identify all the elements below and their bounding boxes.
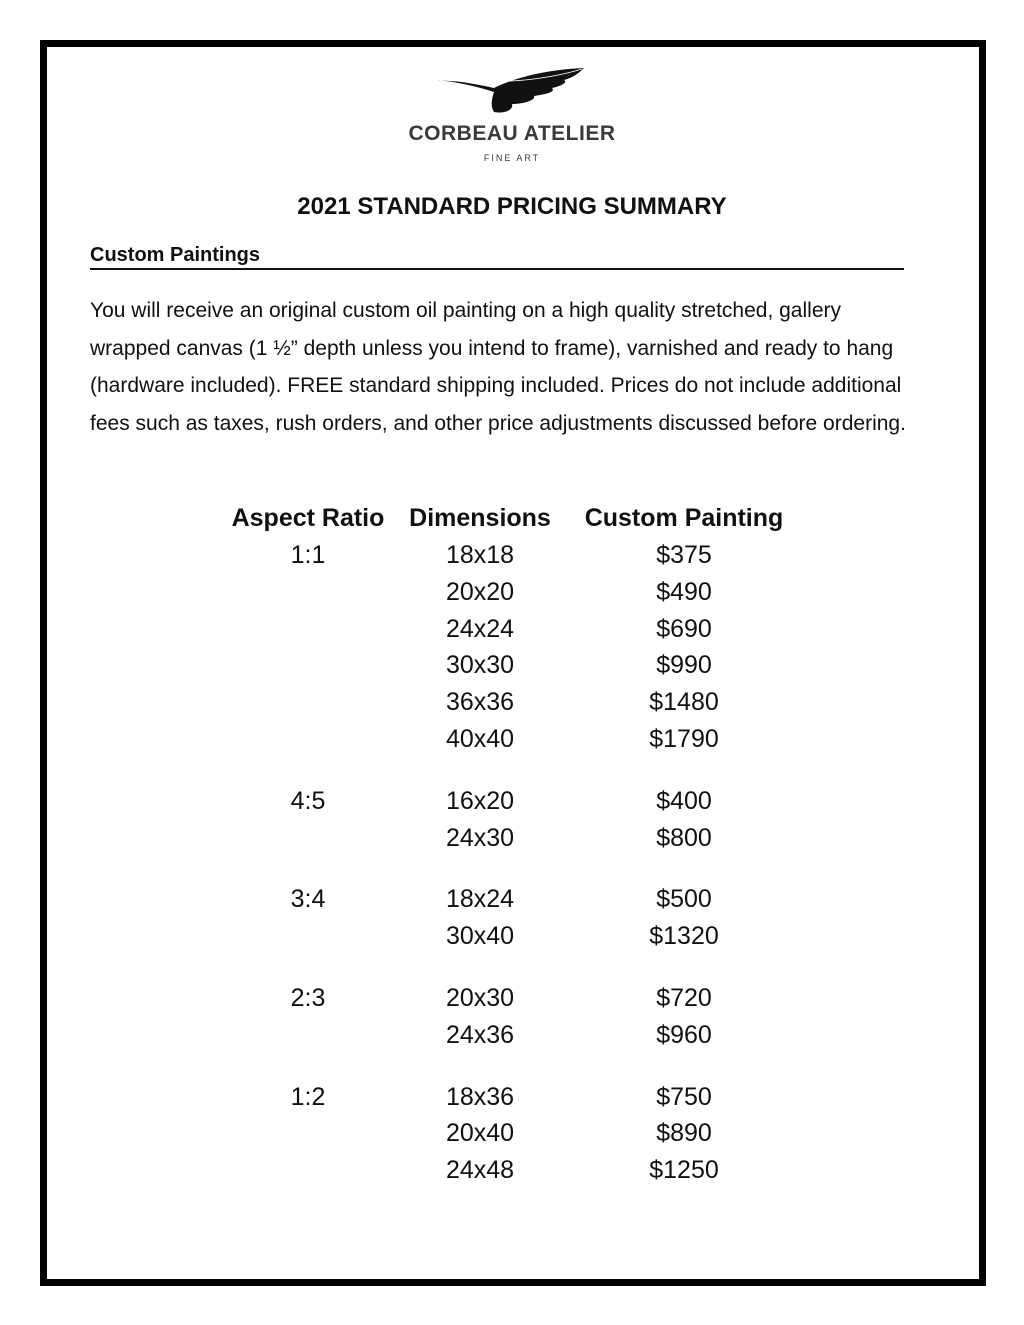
price-cell: $400 bbox=[656, 786, 712, 815]
price-cell: $375 bbox=[656, 541, 712, 569]
dimensions-cell: 18x36 bbox=[445, 1082, 515, 1111]
header-custom-painting: Custom Painting bbox=[584, 504, 784, 532]
price-cell: $960 bbox=[656, 1020, 712, 1049]
header-dimensions: Dimensions bbox=[409, 504, 551, 532]
aspect-ratio-cell: 1:2 bbox=[290, 1082, 326, 1111]
dimensions-cell: 24x48 bbox=[445, 1156, 515, 1185]
price-cell: $890 bbox=[656, 1119, 712, 1148]
price-cell: $1480 bbox=[649, 688, 719, 717]
dimensions-cell: 20x40 bbox=[445, 1119, 515, 1148]
dimensions-cell: 24x24 bbox=[445, 614, 515, 643]
dimensions-cell: 24x36 bbox=[445, 1020, 515, 1049]
section-heading: Custom Paintings bbox=[90, 244, 904, 270]
dimensions-cell: 20x20 bbox=[445, 577, 515, 606]
dimensions-cell: 20x30 bbox=[445, 984, 515, 1012]
dimensions-cell: 18x18 bbox=[445, 541, 515, 569]
page-title: 2021 STANDARD PRICING SUMMARY bbox=[297, 193, 727, 220]
dimensions-cell: 18x24 bbox=[445, 885, 515, 914]
price-cell: $720 bbox=[656, 984, 712, 1012]
brand-tagline: FINE ART bbox=[483, 153, 541, 163]
dimensions-cell: 40x40 bbox=[445, 725, 515, 753]
dimensions-cell: 30x30 bbox=[445, 651, 515, 680]
price-cell: $1250 bbox=[649, 1156, 719, 1185]
price-cell: $990 bbox=[656, 651, 712, 680]
price-cell: $690 bbox=[656, 614, 712, 643]
price-cell: $500 bbox=[656, 885, 712, 914]
dimensions-cell: 30x40 bbox=[445, 922, 515, 951]
aspect-ratio-cell: 4:5 bbox=[290, 786, 326, 815]
header-aspect-ratio: Aspect Ratio bbox=[231, 504, 385, 532]
brand-name: CORBEAU ATELIER bbox=[408, 122, 616, 145]
price-cell: $750 bbox=[656, 1082, 712, 1111]
dimensions-cell: 16x20 bbox=[445, 786, 515, 815]
price-cell: $1320 bbox=[649, 922, 719, 951]
price-cell: $1790 bbox=[649, 725, 719, 753]
dimensions-cell: 24x30 bbox=[445, 823, 515, 852]
price-cell: $800 bbox=[656, 823, 712, 852]
section-description: You will receive an original custom oil painting on a high quality stretched, gallery wrapped canvas (1 ½” depth unless you intend to frame), varnished and ready to hang (hardware included). FREE standard shipping included. Prices do not include additional fees such as taxes, rush orders, and other price adjustments discussed before ordering. bbox=[90, 299, 906, 435]
price-cell: $490 bbox=[656, 577, 712, 606]
aspect-ratio-cell: 2:3 bbox=[290, 984, 326, 1012]
aspect-ratio-cell: 1:1 bbox=[290, 541, 326, 569]
aspect-ratio-cell: 3:4 bbox=[290, 885, 326, 914]
dimensions-cell: 36x36 bbox=[445, 688, 515, 717]
